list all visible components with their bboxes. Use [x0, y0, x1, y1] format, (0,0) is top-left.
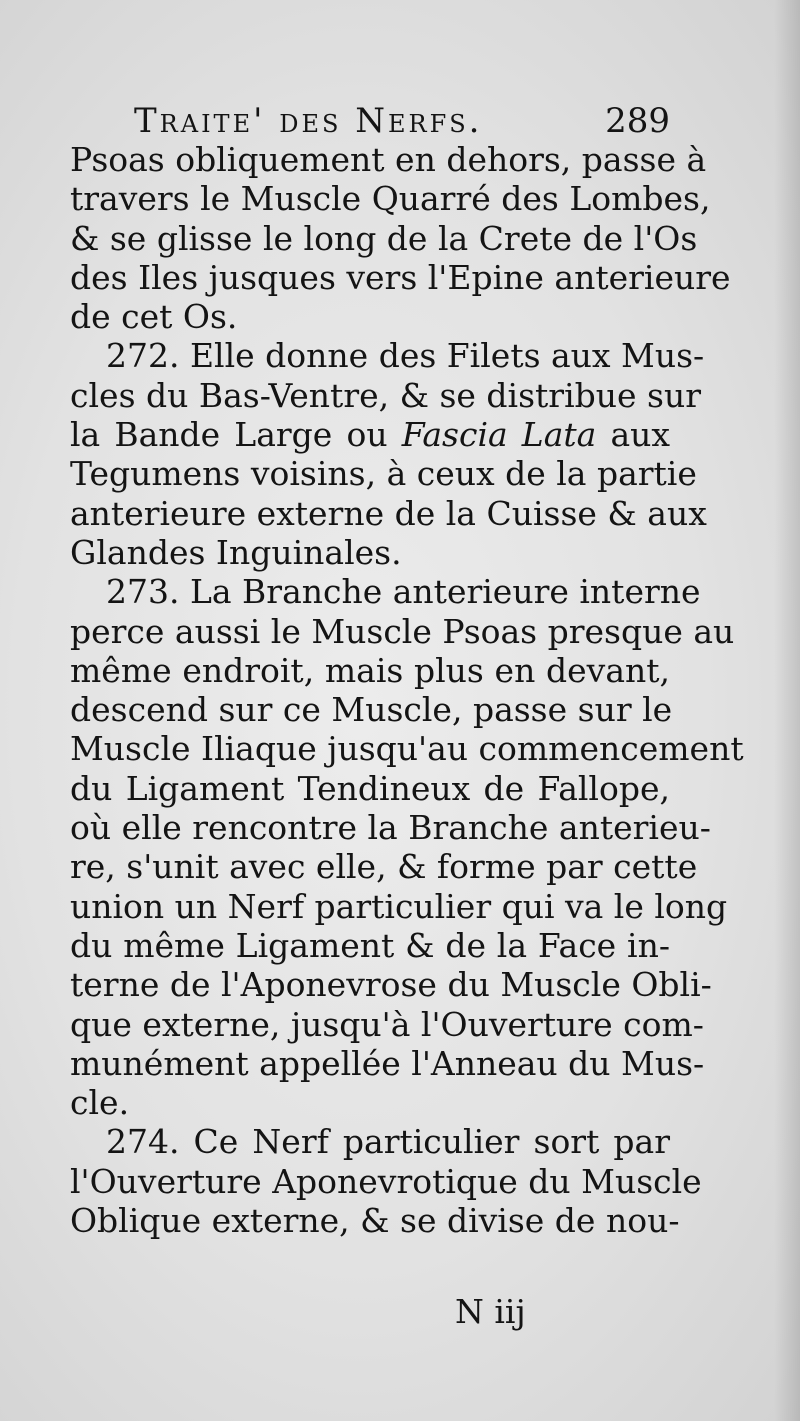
- text-line: de cet Os.: [70, 297, 238, 337]
- text-line: travers le Muscle Quarré des Lombes,: [70, 179, 711, 219]
- paragraph-274-start: 274. Ce Nerf particulier sort par: [106, 1122, 670, 1162]
- text-line: des Iles jusques vers l'Epine anterieure: [70, 257, 731, 297]
- text-segment: la Bande Large ou: [70, 415, 402, 455]
- text-line: descend sur ce Muscle, passe sur le: [70, 690, 673, 730]
- text-line: union un Nerf particulier qui va le long: [70, 886, 728, 926]
- italic-phrase: Fascia Lata: [401, 415, 597, 455]
- text-line: Glandes Inguinales.: [70, 532, 402, 572]
- text-line: Tegumens voisins, à ceux de la partie: [70, 454, 697, 494]
- text-line: du Ligament Tendineux de Fallope,: [70, 768, 670, 808]
- paragraph-272-start: 272. Elle donne des Filets aux Mus-: [106, 336, 705, 376]
- paragraph-273-start: 273. La Branche anterieure interne: [106, 572, 701, 612]
- text-line: cle.: [70, 1083, 130, 1123]
- text-line: anterieure externe de la Cuisse & aux: [70, 493, 707, 533]
- page-number: 289: [605, 101, 670, 141]
- page-edge-shadow: [774, 0, 800, 1421]
- text-line: même endroit, mais plus en devant,: [70, 650, 670, 690]
- text-line: où elle rencontre la Branche anterieu-: [70, 808, 711, 848]
- body-text: [70, 140, 744, 1241]
- text-line: perce aussi le Muscle Psoas presque au: [70, 611, 735, 651]
- text-line-fascia-lata: [70, 415, 670, 454]
- text-line: que externe, jusqu'à l'Ouverture com-: [70, 1004, 704, 1044]
- text-line: Psoas obliquement en dehors, passe à: [70, 140, 707, 179]
- text-line: du même Ligament & de la Face in-: [70, 925, 670, 965]
- signature-mark: N iij: [455, 1292, 526, 1331]
- text-segment: aux: [596, 415, 670, 455]
- text-line: Oblique externe, & se divise de nou-: [70, 1201, 680, 1241]
- running-title: Traite' des Nerfs.: [134, 101, 483, 141]
- text-line: cles du Bas-Ventre, & se distribue sur: [70, 375, 701, 415]
- text-line: re, s'unit avec elle, & forme par cette: [70, 847, 698, 887]
- text-line: l'Ouverture Aponevrotique du Muscle: [70, 1161, 702, 1201]
- text-line: Muscle Iliaque jusqu'au commencement: [70, 729, 744, 769]
- text-line: terne de l'Aponevrose du Muscle Obli-: [70, 965, 712, 1005]
- text-line: munément appellée l'Anneau du Mus-: [70, 1043, 705, 1083]
- text-line: & se glisse le long de la Crete de l'Os: [70, 218, 698, 258]
